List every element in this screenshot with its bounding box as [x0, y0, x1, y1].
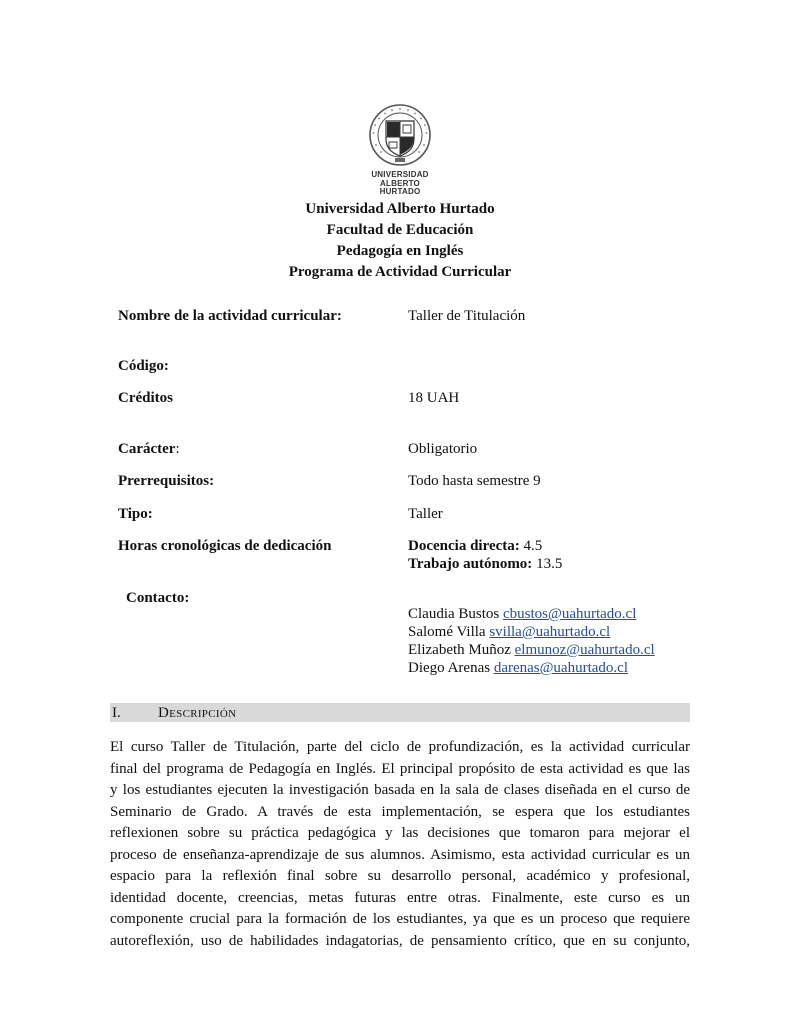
- description-paragraph: [110, 737, 690, 952]
- program-name: Pedagogía en Inglés: [336, 243, 464, 259]
- contact-row: [408, 641, 655, 659]
- contacto-label: Contacto:: [126, 590, 190, 606]
- logo-text-line1: UNIVERSIDAD: [371, 170, 429, 179]
- contact-name: Salomé Villa: [408, 624, 486, 640]
- section-number: I.: [112, 705, 121, 721]
- caracter-label: [118, 440, 180, 458]
- prerrequisitos-value: Todo hasta semestre 9: [408, 473, 541, 489]
- prerrequisitos-label: Prerrequisitos:: [118, 473, 215, 489]
- caracter-label-text: Carácter: [118, 441, 176, 457]
- nombre-value: Taller de Titulación: [408, 308, 526, 324]
- paragraph-line: El curso Taller de Titulación, parte del ciclo de profundización, es la actividad curricular: [110, 739, 690, 755]
- paragraph-line: final del programa de Pedagogía en Inglés. El principal propósito de esta actividad es que las: [110, 760, 690, 777]
- contact-name: Diego Arenas: [408, 660, 491, 676]
- creditos-value: 18 UAH: [408, 390, 460, 406]
- contact-row: [408, 623, 610, 641]
- tipo-value: Taller: [408, 506, 443, 522]
- docencia-row: [408, 537, 542, 555]
- contact-name: Elizabeth Muñoz: [408, 642, 511, 658]
- university-logo: [362, 103, 438, 196]
- contact-email-link[interactable]: darenas@uahurtado.cl: [493, 660, 628, 676]
- paragraph-line: Seminario de Grado. A través de esta implementación, se espera que los estudiantes: [110, 803, 690, 820]
- docencia-value: 4.5: [523, 538, 543, 554]
- codigo-label: Código:: [118, 358, 169, 374]
- contact-row: [408, 659, 628, 677]
- trabajo-value: 13.5: [536, 556, 563, 572]
- creditos-label: Créditos: [118, 390, 173, 406]
- caracter-colon: :: [175, 441, 180, 457]
- document-header: [100, 199, 700, 283]
- tipo-label: Tipo:: [118, 506, 153, 522]
- logo-text-line2: ALBERTO HURTADO: [379, 179, 421, 196]
- contact-row: [408, 605, 636, 623]
- trabajo-label: Trabajo autónomo:: [408, 556, 533, 572]
- paragraph-line: proceso de enseñanza-aprendizaje de sus alumnos. Asimismo, esta actividad curricular es un: [110, 846, 690, 863]
- paragraph-line: autoreflexión, uso de habilidades indagatorias, de pensamiento crítico, que en su conjunto,: [110, 932, 690, 949]
- contact-name: Claudia Bustos: [408, 606, 500, 622]
- faculty-name: Facultad de Educación: [326, 222, 474, 238]
- paragraph-line: identidad docente, creencias, metas futuras entre otras. Finalmente, este curso es un: [110, 889, 690, 906]
- paragraph-line: espacio para la reflexión final sobre su desarrollo personal, académico y profesional,: [110, 868, 690, 884]
- university-name: Universidad Alberto Hurtado: [305, 201, 495, 217]
- paragraph-line: componente crucial para la formación de los estudiantes, ya que es un proceso que requiere: [110, 911, 690, 927]
- horas-label: Horas cronológicas de dedicación: [118, 538, 332, 554]
- nombre-label: Nombre de la actividad curricular:: [118, 308, 342, 324]
- paragraph-line: reflexionen sobre su práctica pedagógica y las decisiones que tomaron para mejorar el: [110, 825, 690, 841]
- contact-email-link[interactable]: elmunoz@uahurtado.cl: [514, 642, 655, 658]
- paragraph-line: y los estudiantes ejecuten la investigación basada en la sala de clases diseñada en el curso de: [110, 782, 690, 798]
- contact-email-link[interactable]: cbustos@uahurtado.cl: [503, 606, 637, 622]
- section-header-descripcion: [110, 703, 690, 722]
- document-title: Programa de Actividad Curricular: [288, 264, 512, 280]
- contact-email-link[interactable]: svilla@uahurtado.cl: [489, 624, 611, 640]
- trabajo-row: [408, 555, 562, 573]
- section-title: Descripción: [158, 705, 237, 721]
- university-seal-icon: [362, 103, 438, 167]
- docencia-label: Docencia directa:: [408, 538, 520, 554]
- caracter-value: Obligatorio: [408, 441, 478, 457]
